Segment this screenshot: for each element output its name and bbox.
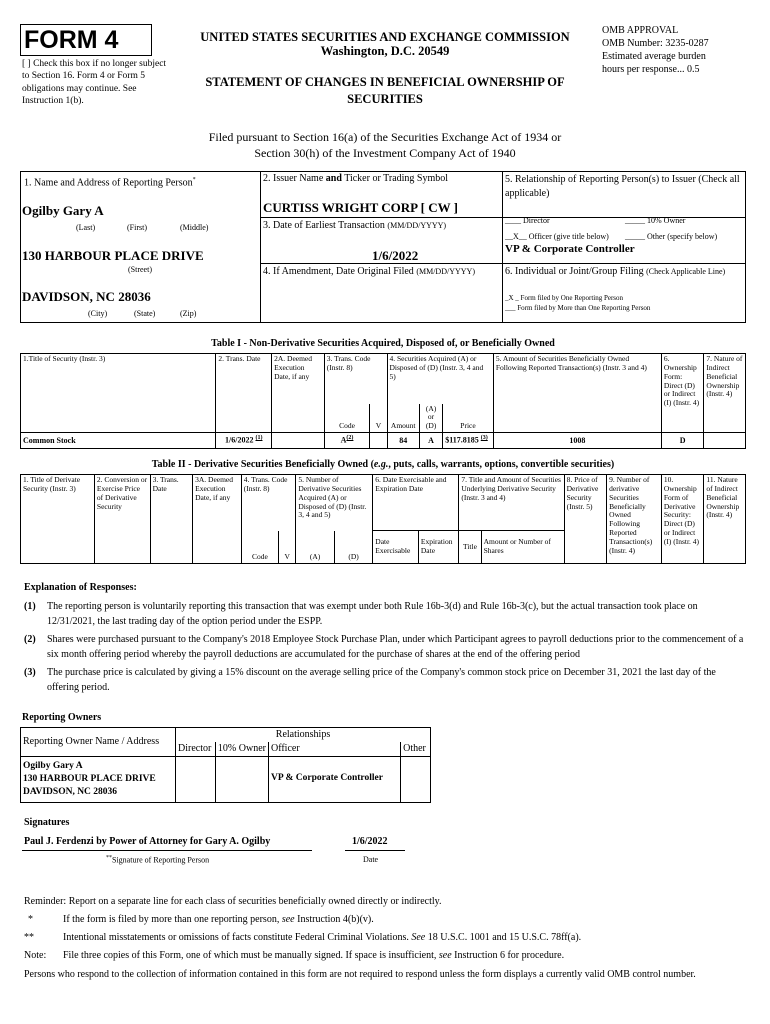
table2-title-b: , puts, calls, warrants, options, convertible securities) [388,459,615,470]
box2-label-b: Ticker or Trading Symbol [341,173,449,184]
t1-h-deemed: 2A. Deemed Execution Date, if any [272,354,325,433]
table-row [21,433,746,449]
t2-sub-a: (A) [296,531,334,564]
t2-h-number: 5. Number of Derivative Securities Acquired (A) or Disposed of (D) (Instr. 3, 4 and 5) [296,475,373,531]
t2-h-exercisable: 6. Date Exercisable and Expiration Date [373,475,459,531]
note-see: see [438,950,452,961]
t1-price-cell [443,433,494,449]
box2-label [263,173,448,184]
t1-sub-amount: Amount [387,404,419,433]
t1-sub-aord: (A) or (D) [419,404,442,433]
owners-col-director: Director [176,742,216,756]
form-title: FORM 4 [24,26,119,54]
owners-relationships: Relationships [176,728,431,742]
footnote-num: (1) [24,601,36,612]
filed-pursuant [100,129,670,161]
t2-h-number-owned: 9. Number of derivative Securities Beneficially Owned Following Reported Transaction(s) (Instr. 4) [607,475,662,564]
signature-star: ** [106,855,112,861]
t2-h-form: 10. Ownership Form of Derivative Security: Direct (D) or Indirect (I) (Instr. 4) [661,475,704,564]
director-checkbox[interactable]: ____ Director [505,216,550,225]
signature-line [22,850,312,851]
footnote-text: The purchase price is calculated by giving a 15% discount on the average selling price of the Company's common stock price on December 31, 2021 the last day of the offering period. [47,667,716,693]
reporting-person-name: Ogilby Gary A [22,203,104,218]
owner-name: Ogilby Gary A [23,760,83,771]
t1-h-code: 3. Trans. Code (Instr. 8) [324,354,387,404]
owners-col-officer: Officer [268,742,400,756]
note-mark: * [28,914,33,925]
persons-notice: Persons who respond to the collection of information contained in this form are not required to respond unless the form displays a currently valid OMB control number. [24,969,696,980]
table2-title [20,459,746,470]
officer-checkbox[interactable]: __X__ Officer (give title below) [505,232,609,241]
t2-h-code: 4. Trans. Code (Instr. 8) [241,475,296,531]
t1-nature [704,433,746,449]
box2-label-a: 2. Issuer Name [263,173,326,184]
t2-sub-title: Title [459,531,481,564]
t1-h-amount-owned: 5. Amount of Securities Beneficially Owned Following Reported Transaction(s) (Instr. 3 and 4) [493,354,661,433]
box2-label-and: and [325,173,342,184]
table1 [20,353,746,449]
note-text-b: 18 U.S.C. 1001 and 15 U.S.C. 78ff(a). [425,932,582,943]
t1-code: A [340,436,347,446]
form-title-box [20,24,152,56]
signature-label [106,855,209,865]
footnote-1 [24,600,744,629]
signer-name: Paul J. Ferdenzi by Power of Attorney for Gary A. Ogilby [24,836,271,847]
filed-line-1: Filed pursuant to Section 16(a) of the Securities Exchange Act of 1934 or [208,130,562,144]
footnote-3 [24,666,744,695]
state-label: (State) [134,309,156,318]
box3-label [263,220,446,231]
box1-label [24,177,196,188]
owner-ten [215,756,268,802]
box4-label-text: 4. If Amendment, Date Original Filed [263,266,414,277]
t2-h-title: 1. Title of Derivate Security (Instr. 3) [21,475,95,564]
filed-line-2: Section 30(h) of the Investment Company Act of 1940 [254,146,516,161]
footnote-num: (3) [24,667,36,678]
issuer-value: CURTISS WRIGHT CORP [ CW ] [263,200,458,215]
note-text [63,914,374,925]
owners-heading: Reporting Owners [22,712,102,723]
footnote-num: (2) [24,634,36,645]
table2 [20,474,746,564]
t1-date: 1/6/2022 [225,436,254,446]
owners-col-name: Reporting Owner Name / Address [21,728,176,757]
name-middle-label: (Middle) [180,223,209,232]
table2-title-eg: e.g. [373,459,389,470]
t1-h-date: 2. Trans. Date [216,354,272,433]
table1-title: Table I - Non-Derivative Securities Acquired, Disposed of, or Beneficially Owned [211,338,555,349]
omb-line: OMB Number: 3235-0287 [602,38,709,49]
t2-h-underlying: 7. Title and Amount of Securities Underlying Derivative Security (Instr. 3 and 4) [459,475,564,531]
box4-label [263,266,475,277]
omb-approval [602,24,752,76]
t1-h-nature: 7. Nature of Indirect Beneficial Ownership (Instr. 4) [704,354,746,433]
divider [260,263,746,264]
owners-col-ten: 10% Owner [215,742,268,756]
owner-director [176,756,216,802]
box1-star: * [192,177,196,183]
t1-sub-price: Price [443,404,494,433]
note-see: See [411,932,426,943]
explanation-heading: Explanation of Responses: [24,582,137,593]
note-text-a: If the form is filed by more than one reporting person, [63,914,282,925]
t1-price-fn[interactable]: (3) [480,435,488,442]
t1-sub-code: Code [324,404,370,433]
omb-line: hours per response... 0.5 [602,64,700,75]
note-text-b: Instruction 4(b)(v). [294,914,374,925]
note-see: see [281,914,295,925]
t1-form: D [661,433,704,449]
t1-amount: 84 [387,433,419,449]
transaction-date-value: 1/6/2022 [372,248,419,263]
t2-h-conversion: 2. Conversion or Exercise Price of Derivative Security [94,475,150,564]
t1-owned: 1008 [493,433,661,449]
t1-date-fn[interactable]: (1) [255,435,263,442]
signature-label-text: Signature of Reporting Person [112,855,210,865]
reminder: Reminder: Report on a separate line for each class of securities beneficially owned directly or indirectly. [24,896,442,907]
divider [502,171,503,323]
note-text [63,950,564,961]
t2-h-deemed: 3A. Deemed Execution Date, if any [193,475,242,564]
t1-date-cell [216,433,272,449]
zip-label: (Zip) [180,309,197,318]
t1-deemed [272,433,325,449]
owner-city: DAVIDSON, NC 28036 [23,786,118,797]
omb-line: Estimated average burden [602,51,706,62]
note-text [63,932,581,943]
agency-location: Washington, D.C. 20549 [320,44,450,58]
footnote-2 [24,633,744,662]
divider [260,171,261,323]
t2-sub-expiration: Expiration Date [418,531,459,564]
date-line [345,850,405,851]
t1-v [370,433,387,449]
filing-one-option[interactable]: _X _ Form filed by One Reporting Person [505,294,624,302]
signature-date: 1/6/2022 [352,836,388,847]
box6-label-text: 6. Individual or Joint/Group Filing [505,266,644,277]
t2-h-price: 8. Price of Derivative Security (Instr. 5) [564,475,607,564]
t2-sub-exercisable: Date Exercisable [373,531,419,564]
owner-name-cell [21,756,176,802]
t1-sub-v: V [370,404,387,433]
name-first-label: (First) [127,223,147,232]
owner-other [401,756,431,802]
officer-title-value: VP & Corporate Controller [505,243,635,255]
box6-label [505,266,725,277]
checkbox-notice[interactable]: [ ] Check this box if no longer subject to Section 16. Form 4 or Form 5 obligations may continue. See Instruction 1(b). [22,59,167,107]
note-text-a: File three copies of this Form, one of which must be manually signed. If space is insufficient, [63,950,439,961]
city-label: (City) [88,309,108,318]
omb-line: OMB APPROVAL [602,25,679,36]
t2-sub-shares: Amount or Number of Shares [481,531,564,564]
box3-label-sm: (MM/DD/YYYY) [387,221,447,230]
street-label: (Street) [128,265,152,274]
t1-code-cell [324,433,370,449]
note-mark: ** [24,932,34,943]
t1-h-title: 1.Title of Security (Instr. 3) [21,354,216,433]
filing-more-option[interactable]: ___ Form filed by More than One Reporting Person [505,304,651,312]
statement-title: STATEMENT OF CHANGES IN BENEFICIAL OWNERSHIP OF SECURITIES [205,75,565,106]
other-checkbox[interactable]: _____ Other (specify below) [625,232,718,241]
agency-name: UNITED STATES SECURITIES AND EXCHANGE COMMISSION [200,30,570,44]
box1-label-text: 1. Name and Address of Reporting Person [24,177,193,189]
t1-code-fn[interactable]: (2) [346,435,354,442]
owners-col-other: Other [401,742,431,756]
date-label: Date [363,855,379,864]
signatures-heading: Signatures [24,817,70,828]
t1-h-form: 6. Ownership Form: Direct (D) or Indirect (I) (Instr. 4) [661,354,704,433]
t2-h-date: 3. Trans. Date [150,475,193,564]
footnote-text: The reporting person is voluntarily reporting this transaction that was exempt under both Rule 16b-3(d) and Rule 16b-3(c), but the actual transaction took place on 12/31/2021, the last trading day of the option period under the ESPP. [47,601,698,627]
footnote-text: Shares were purchased pursuant to the Company's 2018 Employee Stock Purchase Plan, under which Participant agrees to payroll deductions prior to the commencement of a six month offering period whereby the payroll deductions are accumulated for the purchase of shares at the end of the offering period [47,634,744,660]
note-text-b: Instruction 6 for procedure. [451,950,565,961]
t2-sub-code: Code [241,531,278,564]
t1-security: Common Stock [21,433,216,449]
owner-street: 130 HARBOUR PLACE DRIVE [23,773,156,784]
owners-table [20,727,431,803]
owner-officer: VP & Corporate Controller [268,756,400,802]
box5-label: 5. Relationship of Reporting Person(s) to Issuer (Check all applicable) [505,174,740,199]
box3-label-text: 3. Date of Earliest Transaction [263,220,385,231]
table2-title-a: Table II - Derivative Securities Beneficially Owned ( [151,459,374,470]
t2-sub-d: (D) [334,531,372,564]
t1-price: $117.8185 [445,436,479,446]
street-value: 130 HARBOUR PLACE DRIVE [22,248,204,263]
box4-label-sm: (MM/DD/YYYY) [416,267,475,276]
t2-h-nature: 11. Nature of Indirect Beneficial Ownership (Instr. 4) [704,475,746,564]
t2-sub-v: V [279,531,296,564]
city-value: DAVIDSON, NC 28036 [22,289,151,304]
box6-label-sm: (Check Applicable Line) [646,267,726,276]
ten-pct-checkbox[interactable]: _____ 10% Owner [625,216,686,225]
t1-h-acquired: 4. Securities Acquired (A) or Disposed of (D) (Instr. 3, 4 and 5) [387,354,493,404]
t1-aord: A [419,433,442,449]
note-mark: Note: [24,950,47,961]
note-text-a: Intentional misstatements or omissions of facts constitute Federal Criminal Violations. [63,932,412,943]
name-last-label: (Last) [76,223,96,232]
table-row [21,756,431,802]
